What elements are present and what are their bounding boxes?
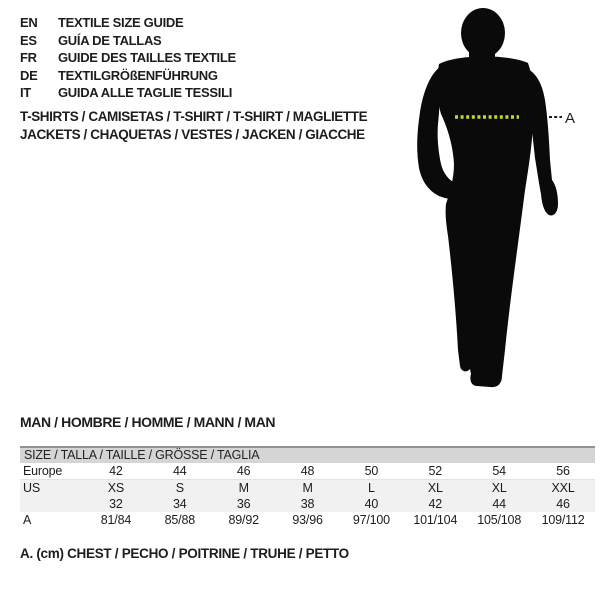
size-cell: 85/88 xyxy=(164,513,195,527)
measure-label-a: A xyxy=(565,110,576,127)
table-row-us-numeric xyxy=(20,496,595,512)
row-label: Europe xyxy=(23,464,63,478)
size-cell: 42 xyxy=(109,464,123,478)
size-cell: 44 xyxy=(173,464,187,478)
gender-heading: MAN / HOMBRE / HOMME / MANN / MAN xyxy=(20,414,276,430)
size-cell: XXL xyxy=(551,481,575,495)
language-row-it xyxy=(20,84,236,102)
category-line-tshirts: T-SHIRTS / CAMISETAS / T-SHIRT / T-SHIRT / MAGLIETTE xyxy=(20,109,368,124)
size-cell: 52 xyxy=(428,464,443,478)
size-cell: 89/92 xyxy=(228,513,259,527)
size-cell: XL xyxy=(491,481,507,495)
size-cell: 42 xyxy=(428,497,443,511)
size-table-header: SIZE / TALLA / TAILLE / GRÖSSE / TAGLIA xyxy=(20,448,595,463)
table-row-europe xyxy=(20,463,595,479)
size-table xyxy=(20,446,595,529)
category-line-jackets: JACKETS / CHAQUETAS / VESTES / JACKEN / GIACCHE xyxy=(20,126,365,142)
size-cell: XL xyxy=(427,481,443,495)
category-heading xyxy=(20,108,367,143)
size-cell: 105/108 xyxy=(477,513,522,527)
language-code: EN xyxy=(20,15,38,30)
man-silhouette-figure xyxy=(403,8,583,398)
language-row-es xyxy=(20,32,236,50)
size-cell: 36 xyxy=(236,497,251,511)
size-cell: 93/96 xyxy=(292,513,323,527)
measurement-footnote: A. (cm) CHEST / PECHO / POITRINE / TRUHE / PETTO xyxy=(20,546,349,561)
language-row-de xyxy=(20,67,236,85)
size-cell: 109/112 xyxy=(541,513,585,527)
size-cell: S xyxy=(175,481,184,495)
language-label: GUÍA DE TALLAS xyxy=(58,32,162,48)
size-cell: L xyxy=(368,481,375,495)
silhouette-body xyxy=(437,56,534,387)
size-cell: M xyxy=(302,481,313,495)
size-cell: M xyxy=(238,481,249,495)
size-cell: 81/84 xyxy=(100,513,132,527)
language-row-en xyxy=(20,14,236,32)
table-row-us-alpha xyxy=(20,479,595,496)
language-label: TEXTILGRÖßENFÜHRUNG xyxy=(58,67,218,83)
language-code: FR xyxy=(20,50,37,66)
size-cell: 101/104 xyxy=(413,513,458,527)
size-cell: 32 xyxy=(109,497,123,511)
language-label: GUIDE DES TAILLES TEXTILE xyxy=(58,50,236,66)
language-label: TEXTILE SIZE GUIDE xyxy=(58,15,184,30)
row-label: US xyxy=(23,481,40,495)
size-cell: 48 xyxy=(300,464,315,478)
language-label: GUIDA ALLE TAGLIE TESSILI xyxy=(58,85,233,101)
size-cell: 97/100 xyxy=(352,513,390,527)
size-cell: 34 xyxy=(173,497,187,511)
size-cell: 44 xyxy=(492,497,506,511)
size-cell: 38 xyxy=(300,497,315,511)
size-cell: 54 xyxy=(492,464,506,478)
size-cell: 56 xyxy=(556,464,570,478)
table-row-chest-cm xyxy=(20,512,595,529)
language-code: ES xyxy=(20,32,37,48)
language-list xyxy=(20,14,236,102)
size-cell: 40 xyxy=(364,497,379,511)
size-cell: 46 xyxy=(236,464,251,478)
language-code: IT xyxy=(20,85,31,101)
language-row-fr xyxy=(20,49,236,67)
size-cell: 46 xyxy=(556,497,570,511)
size-cell: XS xyxy=(107,481,125,495)
language-code: DE xyxy=(20,67,38,83)
size-cell: 50 xyxy=(364,464,379,478)
row-label: A xyxy=(23,513,32,527)
row-label xyxy=(20,496,84,512)
